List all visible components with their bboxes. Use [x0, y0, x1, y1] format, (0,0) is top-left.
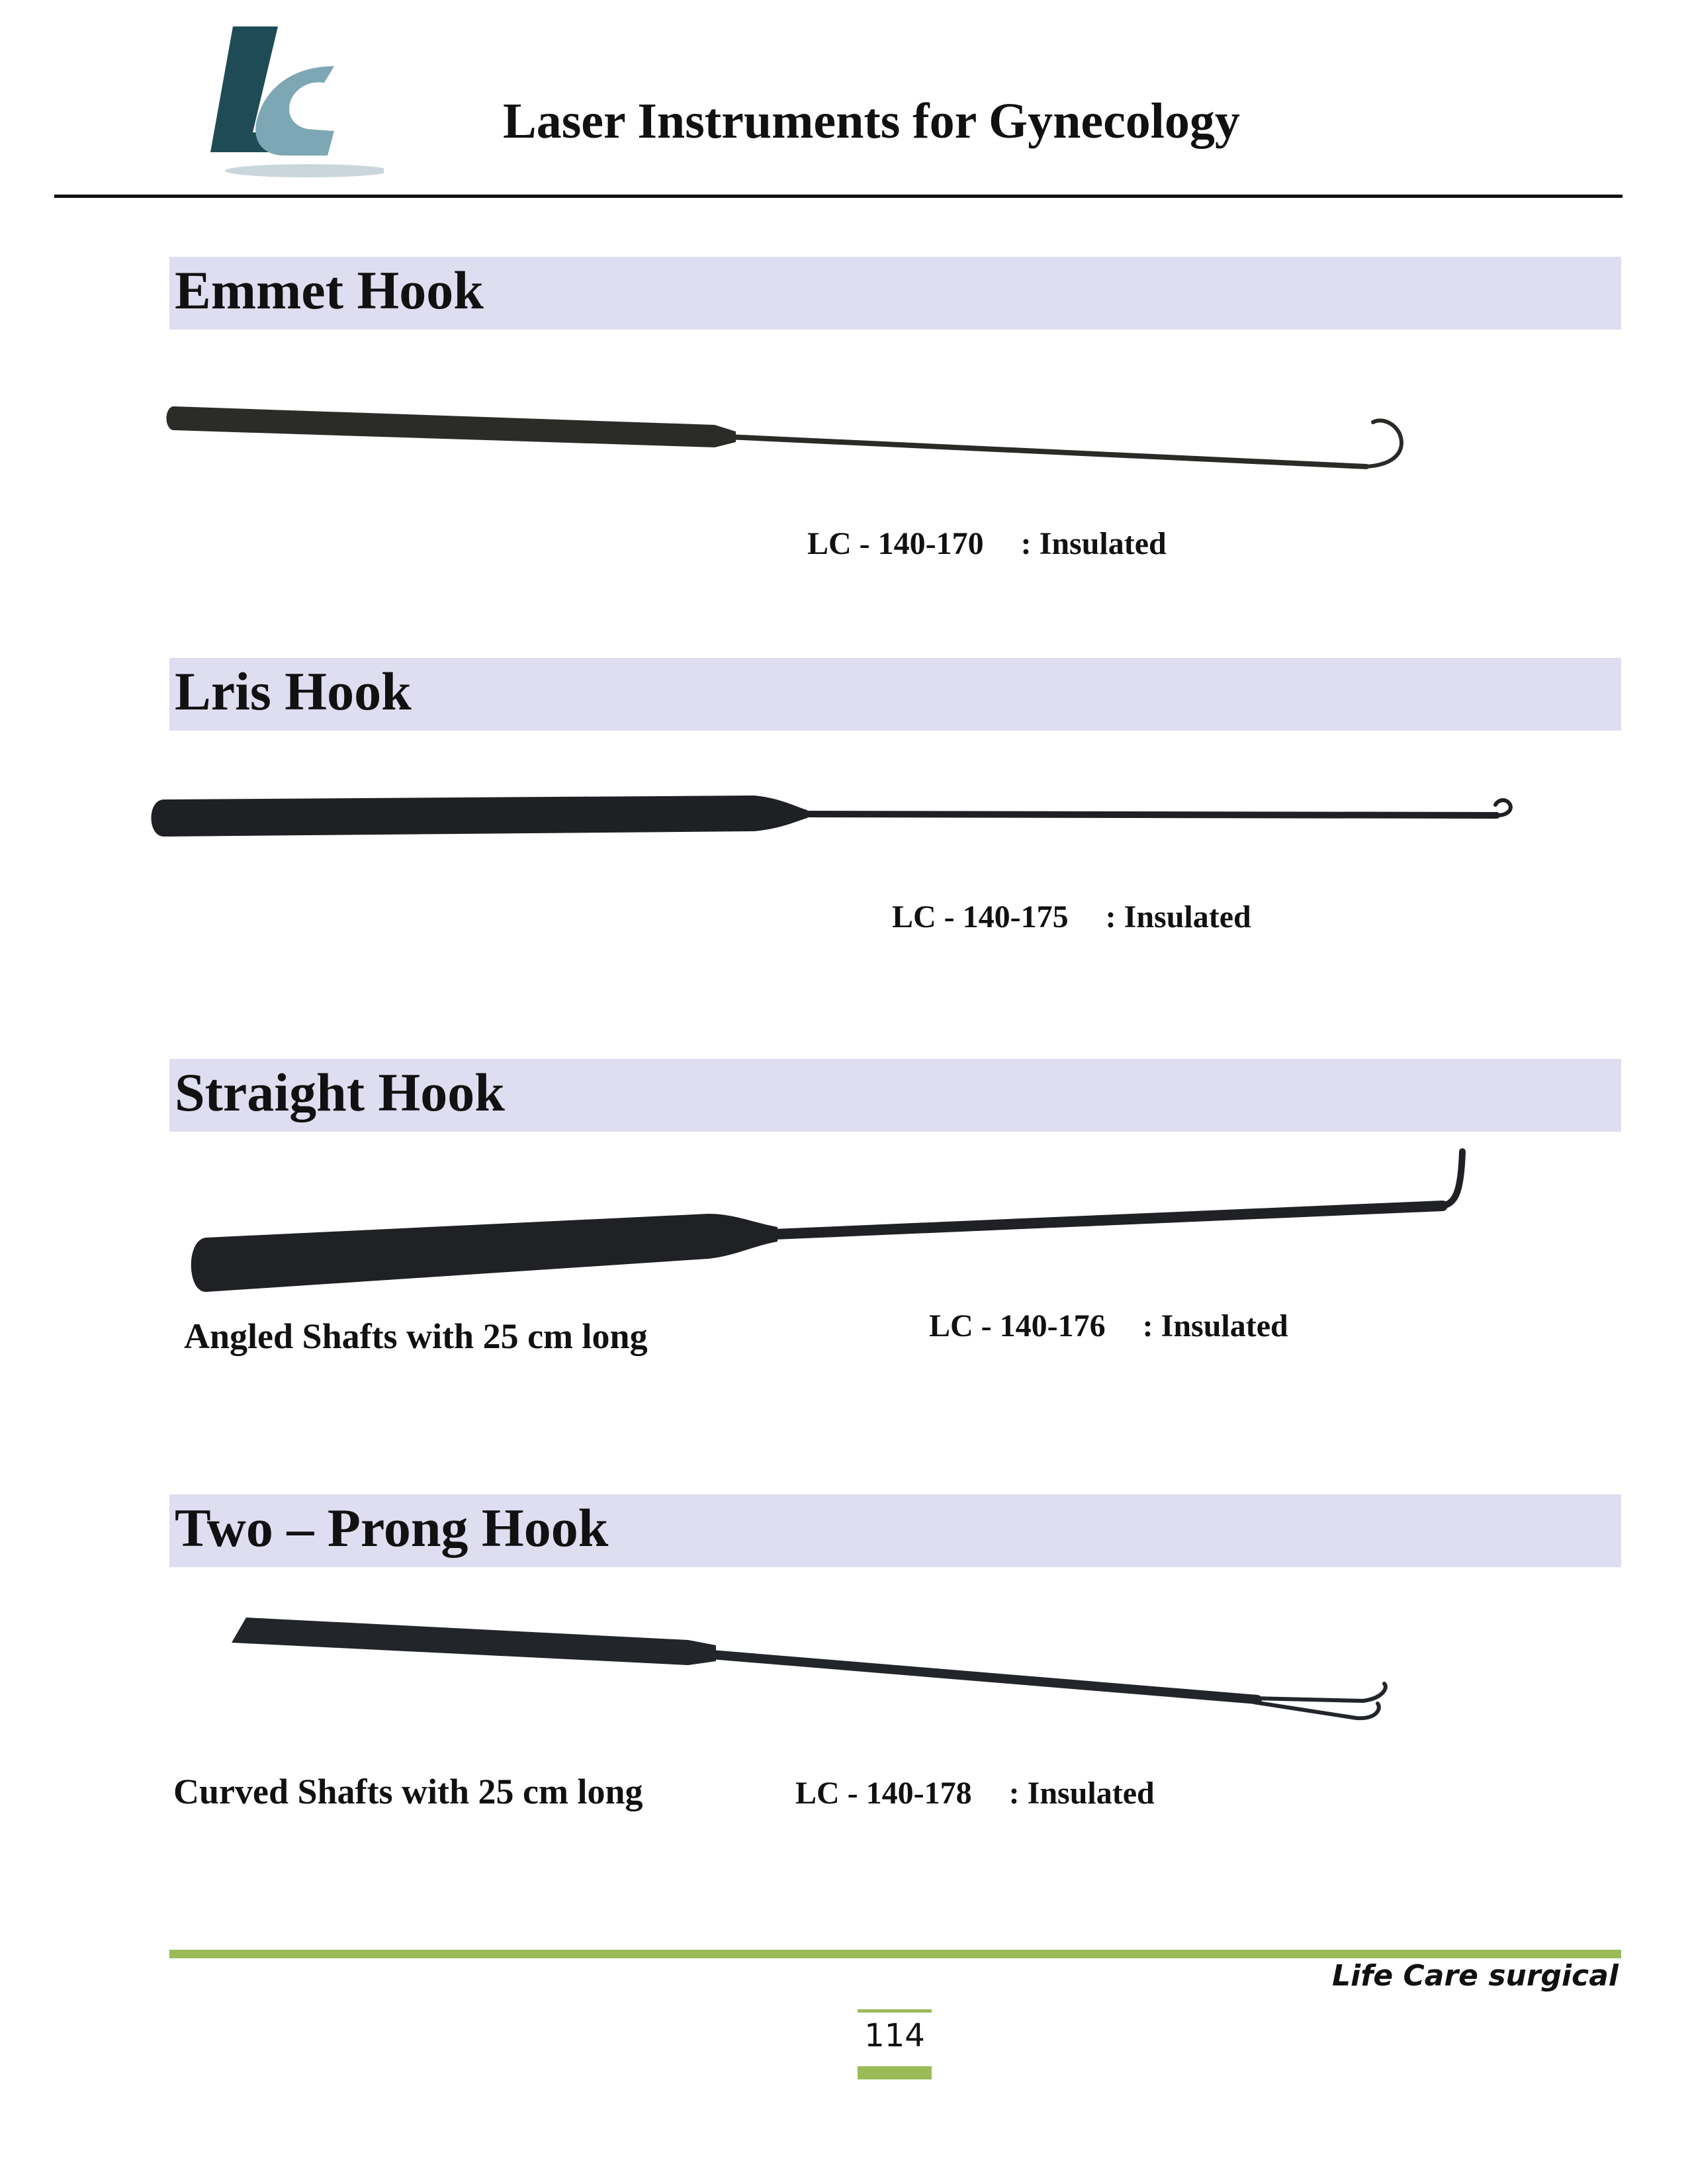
product-code-line — [892, 899, 1251, 935]
insulation-status: : Insulated — [1020, 526, 1167, 561]
section-title: Straight Hook — [175, 1062, 505, 1122]
product-code-line — [795, 1775, 1155, 1811]
straight-hook-image — [0, 1145, 1688, 1304]
page-number-box — [858, 2009, 932, 2079]
product-code: LC - 140-176 — [929, 1308, 1106, 1343]
lc-logo-icon — [199, 20, 384, 185]
lris-hook-image — [0, 781, 1688, 854]
footer-brand: Life Care surgical — [1332, 1959, 1619, 1993]
insulation-status: : Insulated — [1142, 1308, 1288, 1343]
shaft-note: Curved Shafts with 25 cm long — [173, 1772, 643, 1811]
header-divider — [54, 195, 1622, 198]
shaft-note: Angled Shafts with 25 cm long — [184, 1316, 648, 1356]
section-title: Lris Hook — [175, 661, 412, 721]
section-header-straight-hook — [169, 1059, 1621, 1132]
two-prong-hook-image — [0, 1602, 1688, 1741]
section-header-two-prong-hook — [169, 1494, 1621, 1567]
section-title: Emmet Hook — [175, 260, 484, 320]
footer-divider — [169, 1950, 1621, 1958]
page-title: Laser Instruments for Gynecology — [503, 93, 1240, 149]
product-code: LC - 140-170 — [807, 526, 984, 561]
product-code: LC - 140-175 — [892, 899, 1069, 934]
emmet-hook-image — [0, 390, 1688, 483]
product-code-line — [807, 525, 1167, 562]
page-number: 114 — [864, 2017, 925, 2054]
page-number-top-rule — [858, 2009, 932, 2013]
product-code-line — [929, 1308, 1288, 1344]
product-code: LC - 140-178 — [795, 1776, 972, 1811]
insulation-status: : Insulated — [1008, 1776, 1155, 1811]
section-header-emmet-hook — [169, 257, 1621, 330]
insulation-status: : Insulated — [1105, 899, 1251, 934]
section-header-lris-hook — [169, 658, 1621, 731]
section-title: Two – Prong Hook — [175, 1498, 609, 1558]
page-number-bottom-bar — [858, 2066, 932, 2079]
